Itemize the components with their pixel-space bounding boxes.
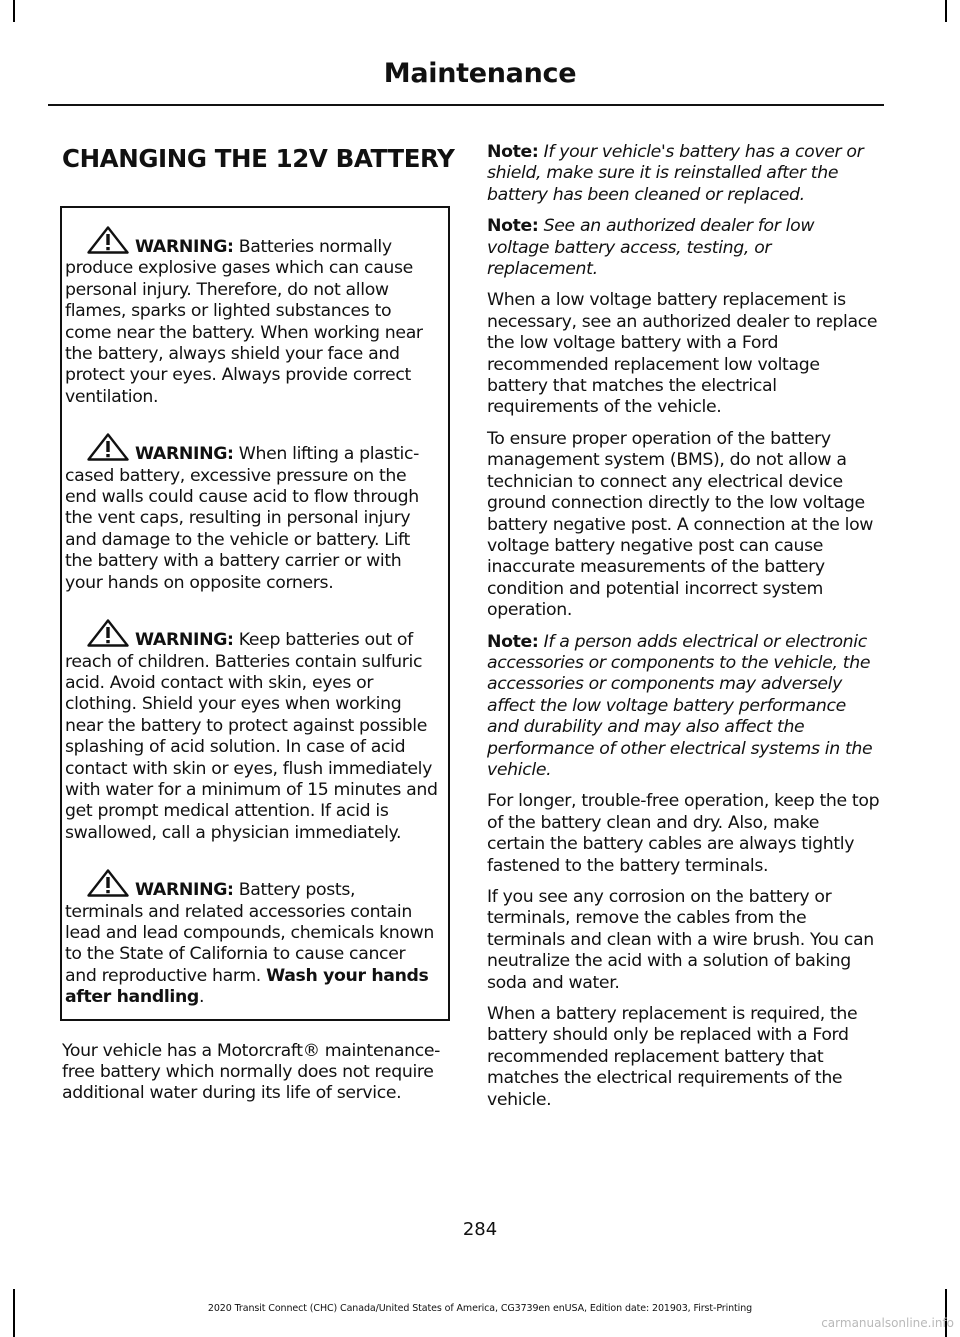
note-paragraph [487,632,881,782]
watermark: carmanualsonline.info [821,1316,954,1330]
note-label: Note: [487,142,539,162]
warning-item [65,226,438,408]
page-header-title: Maintenance [383,58,577,89]
warning-emphasis: Wash your hands after handling [65,965,429,1008]
warning-text: Batteries normally produce explosive gases which can cause personal injury. Therefore, do not allow flames, sparks or lighted substances to come near the battery. When working near the battery, always shield your face and protect your eyes. Always provide correct ventilation. [65,237,423,407]
header-divider [48,104,884,106]
warning-item [65,619,438,844]
warning-triangle-icon [87,226,129,254]
body-paragraph: To ensure proper operation of the battery management system (BMS), do not allow a technician to connect any electrical device ground connection directly to the low voltage battery negative post. A connection at the low voltage battery negative post can cause inaccurate measurements of the battery condition and potential incorrect system operation. [487,428,874,621]
note-text: If a person adds electrical or electronic accessories or components to the vehicle, the accessories or components may adversely affect the low voltage battery performance and durability and may also affect the performance of other electrical systems in the vehicle. [487,631,873,780]
footer-edition-info: 2020 Transit Connect (CHC) Canada/United States of America, CG3739en enUSA, Edition date: 201903, First-Printing [207,1303,753,1314]
note-paragraph [487,142,881,206]
warning-label: WARNING: [135,444,234,465]
warning-text: Keep batteries out of reach of children. Batteries contain sulfuric acid. Avoid contact with skin, eyes or clothing. Shield your eyes when working near the battery to protect against possible splashing of acid solution. In case of acid contact with skin or eyes, flush immediately with water for a minimum of 15 minutes and get prompt medical attention. If acid is swallowed, call a physician immediately. [65,630,438,843]
warning-label: WARNING: [135,630,234,651]
warning-box [60,206,450,1021]
warning-triangle-icon [87,869,129,897]
crop-mark-top-right [945,0,947,22]
left-column [62,140,455,1115]
section-title: CHANGING THE 12V BATTERY [62,144,455,173]
note-label: Note: [487,631,539,652]
note-label: Note: [487,216,539,237]
note-text: See an authorized dealer for low voltage battery access, testing, or replacement. [487,216,815,280]
warning-triangle-icon [87,619,129,647]
page-number: 284 [462,1219,498,1240]
warning-triangle-icon [87,433,129,461]
crop-mark-top-left [13,0,15,22]
body-paragraph: If you see any corrosion on the battery or terminals, remove the cables from the terminals and clean with a wire brush. You can neutralize the acid with a solution of baking soda and water. [487,887,874,993]
note-paragraph [487,216,881,280]
body-paragraph: When a low voltage battery replacement is necessary, see an authorized dealer to replace the low voltage battery with a Ford recommended replacement low voltage battery that matches the electrical requirements of the vehicle. [487,290,878,418]
body-paragraph: When a battery replacement is required, the battery should only be replaced with a Ford recommended replacement battery that matches the electrical requirements of the vehicle. [487,1004,858,1110]
warning-text: Battery posts, terminals and related accessories contain lead and lead compounds, chemicals known to the State of California to cause cancer and reproductive harm. [65,880,435,986]
note-text: If your vehicle's battery has a cover or shield, make sure it is reinstalled after the battery has been cleaned or replaced. [487,142,864,205]
warning-item [65,433,438,594]
warning-text: When lifting a plastic-cased battery, excessive pressure on the end walls could cause acid to flow through the vent caps, resulting in personal injury and damage to the vehicle or battery. Lift the battery with a battery carrier or with your hands on opposite corners. [65,444,419,593]
body-paragraph: For longer, trouble-free operation, keep the top of the battery clean and dry. Also, make certain the battery cables are always tightly fastened to the battery terminals. [487,791,880,876]
warning-item [65,869,438,1008]
warning-label: WARNING: [135,880,234,901]
right-column [487,142,881,1121]
warning-end: . [198,987,205,1008]
warning-label: WARNING: [135,237,234,257]
body-paragraph: Your vehicle has a Motorcraft® maintenance-free battery which normally does not require additional water during its life of service. [62,1040,441,1104]
